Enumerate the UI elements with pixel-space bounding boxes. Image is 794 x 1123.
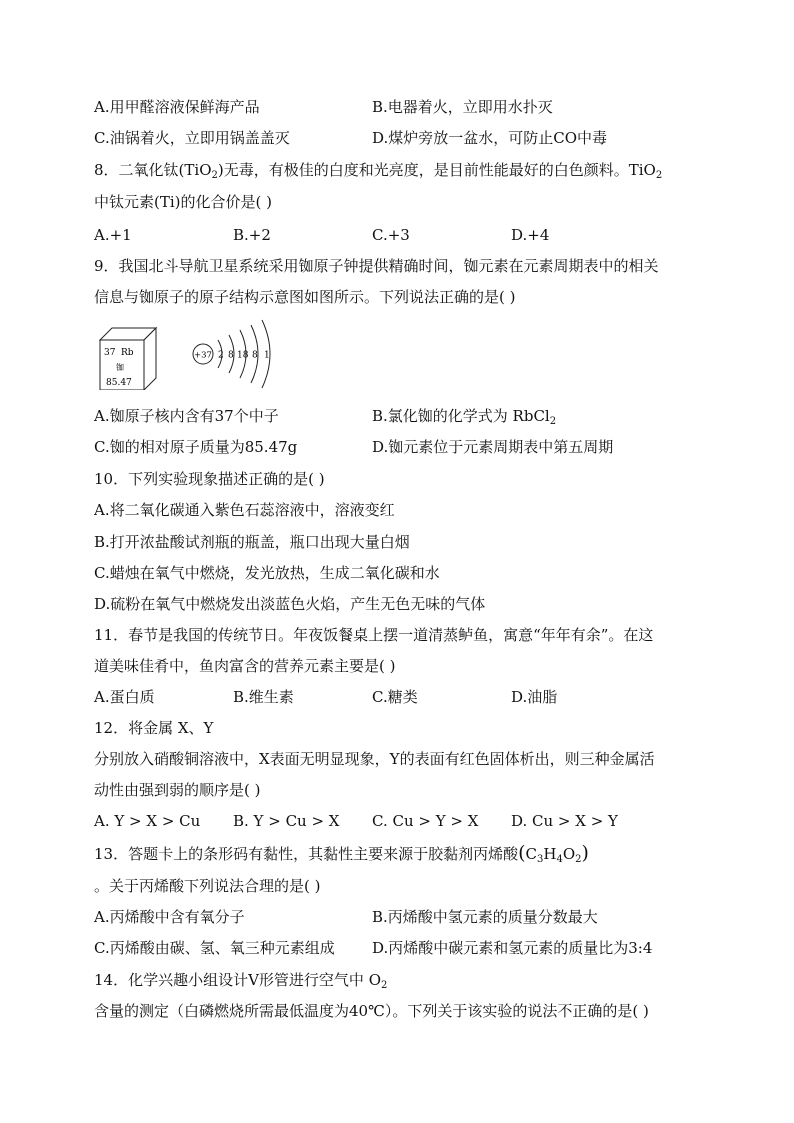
q10-option-c: C.蜡烛在氧气中燃烧，发光放热，生成二氧化碳和水	[94, 564, 440, 582]
q12-stem-line1: 12．将金属 X、Y	[94, 719, 214, 737]
q9-option-d: D.铷元素位于元素周期表中第五周期	[372, 438, 614, 456]
q13-stem-line2: 。关于丙烯酸下列说法合理的是( )	[94, 877, 321, 895]
q13-option-c: C.丙烯酸由碳、氢、氧三种元素组成	[94, 939, 335, 957]
shell-electrons: 8	[252, 350, 258, 361]
q12-option-d: D. Cu > X > Y	[511, 812, 618, 830]
q7-option-b: B.电器着火，立即用水扑灭	[372, 98, 553, 116]
formula-paren: )	[581, 842, 589, 864]
q13-option-b: B.丙烯酸中氢元素的质量分数最大	[372, 908, 598, 926]
q11-option-b: B.维生素	[233, 688, 294, 706]
q11-stem-line2: 道美味佳肴中，鱼肉富含的营养元素主要是( )	[94, 657, 396, 675]
q7-option-d: D.煤炉旁放一盆水，可防止CO中毒	[372, 129, 608, 147]
q11-stem-line1: 11．春节是我国的传统节日。年夜饭餐桌上摆一道清蒸鲈鱼，寓意“年年有余”。在这	[94, 626, 654, 644]
q8-stem-line2: 中钛元素(Ti)的化合价是( )	[94, 193, 272, 211]
cell-atomic-mass: 85.47	[106, 378, 132, 388]
q8-stem-line1: 8．二氧化钛(TiO$_2$)无毒，有极佳的白度和光亮度，是目前性能最好的白色颜料。TiO$_2$	[94, 161, 663, 181]
q7-option-a: A.用甲醛溶液保鲜海产品	[94, 98, 260, 116]
q9-stem-line1: 9．我国北斗导航卫星系统采用铷原子钟提供精确时间，铷元素在元素周期表中的相关	[94, 257, 659, 275]
q9-option-c: C.铷的相对原子质量为85.47g	[94, 438, 298, 456]
periodic-table-cell	[100, 328, 156, 390]
q11-option-d: D.油脂	[511, 688, 558, 706]
q9-stem-line2: 信息与铷原子的原子结构示意图如图所示。下列说法正确的是( )	[94, 288, 516, 306]
formula-paren: (	[518, 842, 526, 864]
q14-stem-line2: 含量的测定（白磷燃烧所需最低温度为40℃）。下列关于该实验的说法不正确的是( )	[94, 1002, 649, 1020]
q12-stem-line3: 动性由强到弱的顺序是( )	[94, 781, 261, 799]
q9-option-a: A.铷原子核内含有37个中子	[94, 407, 279, 425]
q8-option-d: D.+4	[511, 226, 550, 244]
nucleus-charge: +37	[194, 350, 212, 361]
q12-option-b: B. Y > Cu > X	[233, 812, 340, 830]
q9-option-b: B.氯化铷的化学式为 RbCl$_2$	[372, 407, 557, 427]
shell-electrons: 8	[228, 350, 234, 361]
q11-option-c: C.糖类	[372, 688, 418, 706]
q10-option-a: A.将二氧化碳通入紫色石蕊溶液中，溶液变红	[94, 501, 395, 519]
rubidium-figure	[94, 318, 274, 390]
q10-stem: 10．下列实验现象描述正确的是( )	[94, 470, 325, 488]
q13-option-d: D.丙烯酸中碳元素和氢元素的质量比为3:4	[372, 939, 653, 957]
cell-element-name: 铷	[116, 363, 124, 372]
q8-option-c: C.+3	[372, 226, 410, 244]
q10-option-b: B.打开浓盐酸试剂瓶的瓶盖，瓶口出现大量白烟	[94, 533, 410, 551]
shell-electrons: 1	[264, 350, 270, 361]
cell-atomic-number: 37	[104, 348, 116, 358]
shell-electrons: 2	[218, 350, 224, 361]
q8-option-b: B.+2	[233, 226, 271, 244]
q12-option-c: C. Cu > Y > X	[372, 812, 479, 830]
q13-option-a: A.丙烯酸中含有氧分子	[94, 908, 245, 926]
cell-symbol: Rb	[121, 348, 134, 358]
q12-stem-line2: 分别放入硝酸铜溶液中，X表面无明显现象，Y的表面有红色固体析出，则三种金属活	[94, 750, 655, 768]
shell-electrons: 18	[237, 350, 249, 361]
q7-option-c: C.油锅着火，立即用锅盖盖灭	[94, 129, 290, 147]
q14-stem-line1: 14．化学兴趣小组设计V形管进行空气中 $O_2$	[94, 971, 388, 991]
q10-option-d: D.硫粉在氧气中燃烧发出淡蓝色火焰，产生无色无味的气体	[94, 595, 486, 613]
atomic-structure-diagram	[193, 320, 270, 388]
q13-stem-line1: 13．答题卡上的条形码有黏性，其黏性主要来源于胶黏剂丙烯酸$(C_3H_4O_2)$	[94, 842, 589, 865]
q11-option-a: A.蛋白质	[94, 688, 155, 706]
q12-option-a: A. Y > X > Cu	[94, 812, 201, 830]
q8-option-a: A.+1	[94, 226, 132, 244]
